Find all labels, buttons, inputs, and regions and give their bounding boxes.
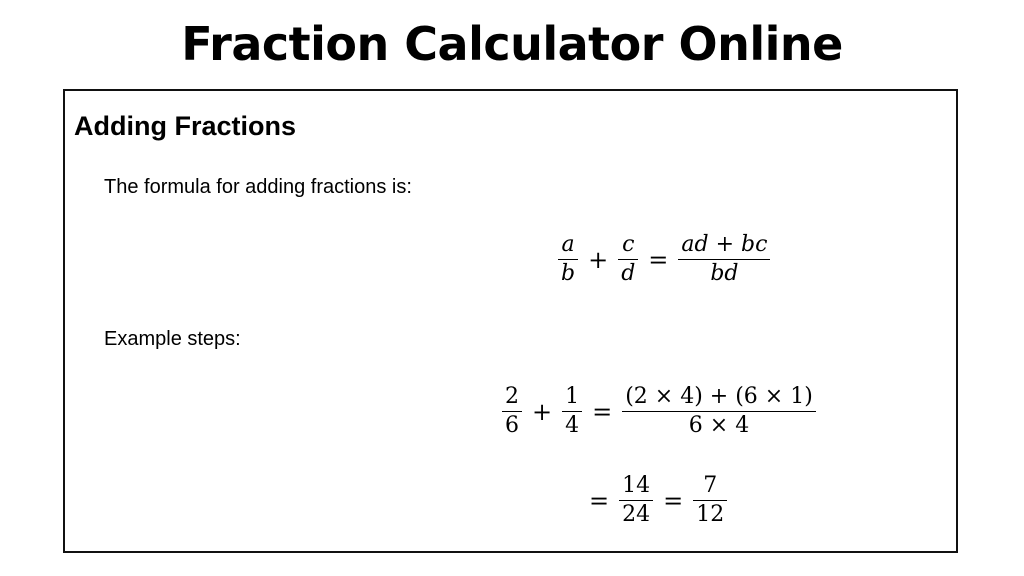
example-fraction-1-4 xyxy=(562,383,582,440)
numerator: a xyxy=(561,232,575,257)
denominator: 6 × 4 xyxy=(688,413,750,438)
formula-fraction-a-b xyxy=(558,231,578,288)
formula-fraction-c-d xyxy=(618,231,638,288)
denominator: b xyxy=(561,261,576,286)
numerator: 2 xyxy=(505,384,519,409)
numerator: ad + bc xyxy=(681,232,768,257)
equals-operator: = xyxy=(589,486,610,515)
plus-operator: + xyxy=(588,245,609,274)
example-fraction-7-12 xyxy=(693,472,727,529)
numerator: 7 xyxy=(703,473,718,498)
denominator: 6 xyxy=(505,413,519,438)
adding-fractions-formula xyxy=(554,231,774,288)
example-step-1 xyxy=(498,383,820,440)
numerator: (2 × 4) + (6 × 1) xyxy=(625,384,813,409)
content-card xyxy=(63,89,958,553)
denominator: 12 xyxy=(696,502,725,527)
example-cross-multiply-fraction xyxy=(622,383,816,440)
numerator: c xyxy=(622,232,635,257)
example-step-2 xyxy=(583,472,731,529)
section-heading: Adding Fractions xyxy=(74,111,296,141)
plus-operator: + xyxy=(532,397,553,426)
numerator: 1 xyxy=(565,384,580,409)
equals-operator: = xyxy=(592,397,613,426)
example-intro-text: Example steps: xyxy=(104,328,241,350)
denominator: d xyxy=(621,261,636,286)
example-fraction-14-24 xyxy=(619,472,653,529)
denominator: bd xyxy=(710,261,739,286)
formula-result-fraction xyxy=(678,231,770,288)
example-fraction-2-6 xyxy=(502,383,522,440)
equals-operator: = xyxy=(648,245,669,274)
numerator: 14 xyxy=(622,473,651,498)
denominator: 24 xyxy=(622,502,651,527)
formula-intro-text: The formula for adding fractions is: xyxy=(104,176,412,198)
page-title: Fraction Calculator Online xyxy=(181,17,843,71)
denominator: 4 xyxy=(565,413,580,438)
equals-operator: = xyxy=(663,486,684,515)
